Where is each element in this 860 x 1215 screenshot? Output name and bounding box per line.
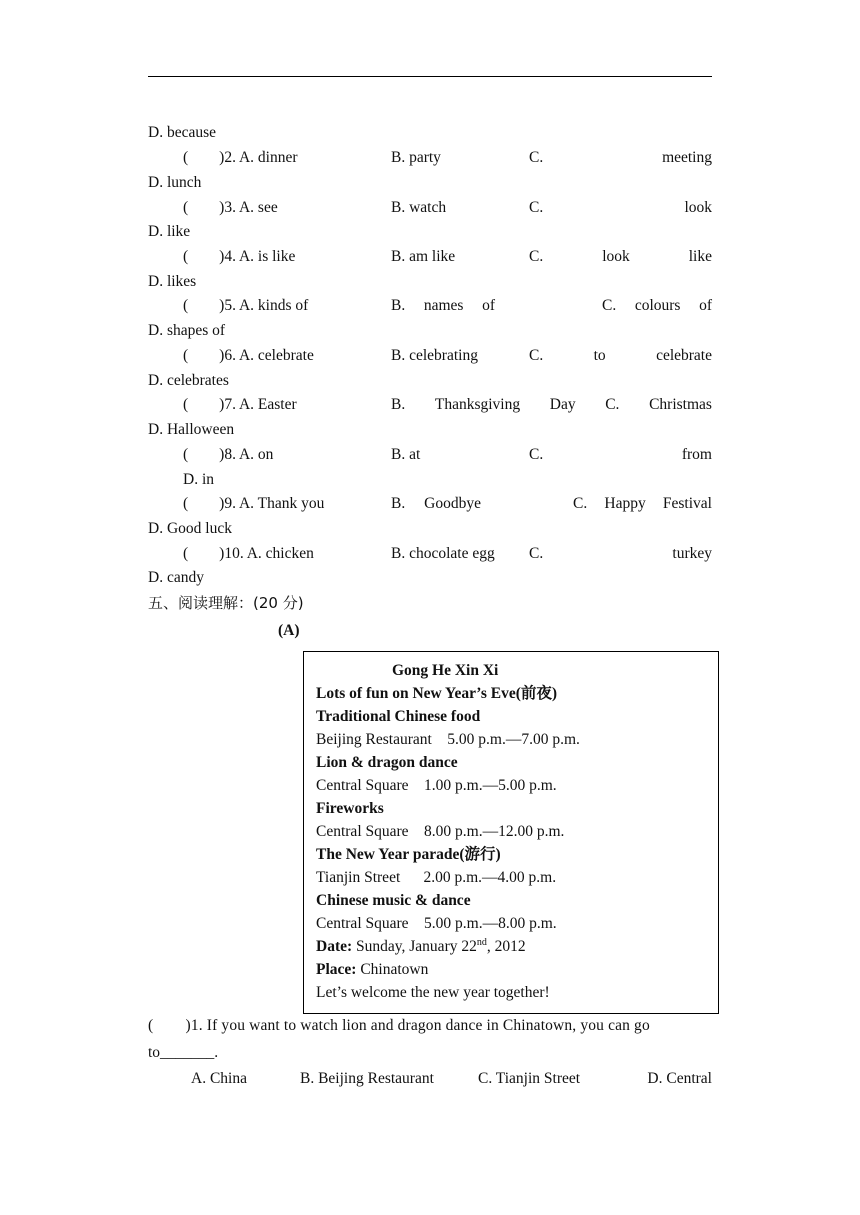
q5-option-c-label: C. <box>602 297 617 314</box>
q2-option-b: B. party <box>391 149 441 166</box>
q5-option-b-word1: names <box>423 297 464 314</box>
q9-option-b-value: Goodbye <box>424 495 481 512</box>
q2-option-c-value: meeting <box>662 149 712 166</box>
q9-option-c <box>573 493 712 515</box>
event-detail: Central Square 5.00 p.m.—8.00 p.m. <box>316 915 557 932</box>
question-9 <box>148 493 712 515</box>
notice-closing: Let’s welcome the new year together! <box>316 984 550 1001</box>
q10-option-c-value: turkey <box>672 545 712 562</box>
reading-q1-stem-line2: to_______. <box>148 1044 219 1061</box>
notice-title: Gong He Xin Xi <box>392 662 499 679</box>
q7-number-option-a: ( )7. A. Easter <box>183 396 297 413</box>
q9-option-b-label: B. <box>391 495 406 512</box>
q5-option-d: D. shapes of <box>148 322 226 339</box>
q6-number-option-a: ( )6. A. celebrate <box>183 347 314 364</box>
question-10 <box>148 543 712 565</box>
date-value: Sunday, January 22 <box>352 938 477 955</box>
q5-option-b-word2: of <box>482 297 495 314</box>
date-suffix: nd <box>476 936 487 948</box>
q7-option-c-value: Christmas <box>649 396 712 413</box>
q7-option-c-label: C. <box>605 396 620 413</box>
q8-option-d: D. in <box>183 471 214 488</box>
q4-option-c-word2: like <box>688 248 712 265</box>
date-year: , 2012 <box>486 938 526 955</box>
q4-option-c-word1: look <box>602 248 630 265</box>
q4-option-c-label: C. <box>529 248 544 265</box>
q8-number-option-a: ( )8. A. on <box>183 446 274 463</box>
part-a-label: (A) <box>278 622 300 639</box>
notice-subtitle: Lots of fun on New Year’s Eve(前夜) <box>316 685 558 702</box>
reading-q1-options <box>148 1068 712 1090</box>
q5-option-c <box>602 295 712 317</box>
q9-number-option-a: ( )9. A. Thank you <box>183 495 325 512</box>
q4-number-option-a: ( )4. A. is like <box>183 248 296 265</box>
q9-option-d: D. Good luck <box>148 520 232 537</box>
q10-option-d: D. candy <box>148 569 204 586</box>
q5-number-option-a: ( )5. A. kinds of <box>183 297 309 314</box>
q6-option-c <box>529 345 712 367</box>
q9-option-b <box>391 493 481 515</box>
q2-option-c-label: C. <box>529 149 544 166</box>
q3-option-d: D. like <box>148 223 191 240</box>
question-7 <box>148 394 712 416</box>
event-detail: Beijing Restaurant 5.00 p.m.—7.00 p.m. <box>316 731 580 748</box>
q6-option-b: B. celebrating <box>391 347 478 364</box>
header-rule <box>148 76 712 77</box>
q5-option-b-label: B. <box>391 297 406 314</box>
q6-option-d: D. celebrates <box>148 372 229 389</box>
q3-number-option-a: ( )3. A. see <box>183 199 278 216</box>
reading-q1-option-d: D. Central <box>647 1070 712 1087</box>
q6-option-c-label: C. <box>529 347 544 364</box>
reading-q1-option-c: C. Tianjin Street <box>478 1070 581 1087</box>
q6-option-c-word2: celebrate <box>656 347 712 364</box>
reading-q1-option-a: A. China <box>191 1070 247 1087</box>
event-detail: Tianjin Street 2.00 p.m.—4.00 p.m. <box>316 869 557 886</box>
place-label: Place: <box>316 961 357 978</box>
event-detail: Central Square 8.00 p.m.—12.00 p.m. <box>316 823 565 840</box>
q3-option-c-value: look <box>684 199 712 216</box>
q8-option-c-value: from <box>681 446 712 463</box>
event-name: Traditional Chinese food <box>316 708 481 725</box>
question-2 <box>148 147 712 169</box>
q3-option-c-label: C. <box>529 199 544 216</box>
event-name: The New Year parade(游行) <box>316 846 501 863</box>
reading-q1-option-b: B. Beijing Restaurant <box>300 1070 434 1087</box>
q2-number-option-a: ( )2. A. dinner <box>183 149 298 166</box>
q4-option-b: B. am like <box>391 248 456 265</box>
place-value: Chinatown <box>356 961 429 978</box>
q4-option-d: D. likes <box>148 273 197 290</box>
event-name: Chinese music & dance <box>316 892 471 909</box>
q1-option-d: D. because <box>148 124 216 141</box>
q7-option-b-label: B. <box>391 396 406 413</box>
q8-option-c-label: C. <box>529 446 544 463</box>
question-6 <box>148 345 712 367</box>
notice-place <box>316 959 428 981</box>
question-3 <box>148 197 712 219</box>
notice-box <box>303 651 719 1014</box>
q7-option-b-word1: Thanksgiving <box>434 396 521 413</box>
q5-option-c-word1: colours <box>634 297 681 314</box>
q5-option-c-word2: of <box>699 297 712 314</box>
question-8 <box>148 444 712 466</box>
q10-option-b: B. chocolate egg <box>391 545 495 562</box>
q10-number-option-a: ( )10. A. chicken <box>183 545 314 562</box>
reading-q1-stem-line1: ( )1. If you want to watch lion and dragon dance in Chinatown, you can go <box>148 1017 650 1034</box>
q7-options-b-c <box>391 394 712 416</box>
q6-option-c-word1: to <box>593 347 606 364</box>
q10-option-c-label: C. <box>529 545 544 562</box>
question-5 <box>148 295 712 317</box>
q3-option-b: B. watch <box>391 199 447 216</box>
q5-option-b <box>391 295 495 317</box>
q8-option-d-row <box>148 469 712 491</box>
q7-option-d: D. Halloween <box>148 421 235 438</box>
q4-option-c <box>529 246 712 268</box>
q8-option-b: B. at <box>391 446 421 463</box>
notice-date <box>316 936 526 958</box>
event-name: Fireworks <box>316 800 384 817</box>
q2-option-d: D. lunch <box>148 174 202 191</box>
event-detail: Central Square 1.00 p.m.—5.00 p.m. <box>316 777 557 794</box>
date-label: Date: <box>316 938 353 955</box>
section-5-heading: 五、阅读理解：(20 分) <box>148 594 304 612</box>
event-name: Lion & dragon dance <box>316 754 458 771</box>
question-4 <box>148 246 712 268</box>
q9-option-c-word2: Festival <box>662 495 712 512</box>
q7-option-b-word2: Day <box>549 396 576 413</box>
q9-option-c-label: C. <box>573 495 588 512</box>
q9-option-c-word1: Happy <box>604 495 646 512</box>
